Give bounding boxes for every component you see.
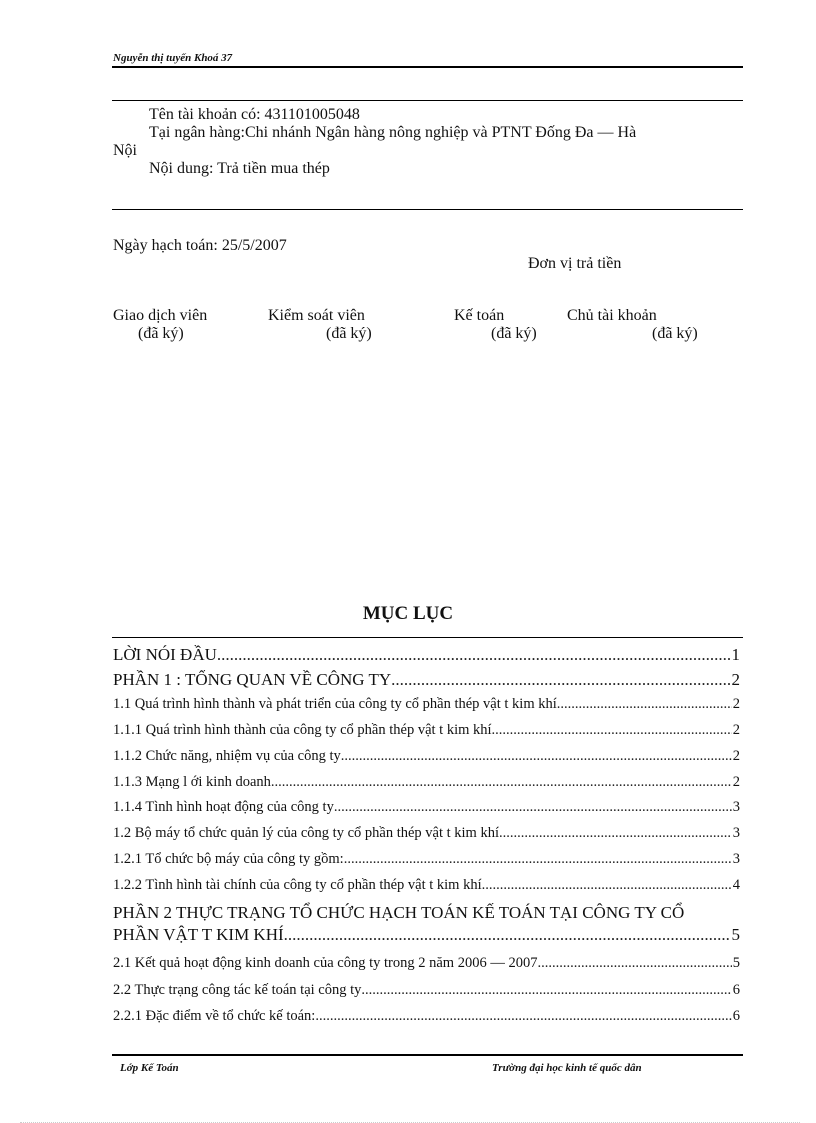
toc-leader [284, 925, 731, 945]
toc-entry-page: 4 [732, 877, 740, 893]
toc-entry-text: 1.1.2 Chức năng, nhiệm vụ của công ty [113, 748, 341, 764]
toc-entry[interactable] [113, 799, 740, 816]
toc-entry-page: 6 [732, 1008, 740, 1024]
toc-leader [344, 851, 732, 868]
signature-status-controller: (đã ký) [326, 325, 372, 342]
toc-divider [112, 637, 743, 638]
toc-title: MỤC LỤC [362, 603, 454, 624]
content-line: Nội dung: Trả tiền mua thép [149, 160, 330, 177]
toc-leader [482, 877, 732, 894]
bank-line: Tại ngân hàng:Chi nhánh Ngân hàng nông nghiệp và PTNT Đống Đa — Hà [149, 124, 637, 141]
toc-leader [217, 645, 731, 665]
toc-entry[interactable] [113, 955, 740, 972]
toc-entry[interactable] [113, 774, 740, 791]
payer-unit: Đơn vị trả tiền [528, 255, 622, 272]
toc-entry[interactable] [113, 670, 740, 690]
toc-leader [557, 696, 732, 713]
toc-entry[interactable] [113, 748, 740, 765]
toc-entry-text: 1.1 Quá trình hình thành và phát triển của công ty cổ phần thép vật t kim khí [113, 696, 557, 712]
signature-status-accountant: (đã ký) [491, 325, 537, 342]
signature-role-accountant: Kế toán [454, 307, 505, 324]
toc-entry[interactable] [113, 877, 740, 894]
toc-entry-page: 1 [731, 645, 740, 664]
posting-date: Ngày hạch toán: 25/5/2007 [113, 237, 287, 254]
middle-divider [112, 209, 743, 210]
header-author: Nguyễn thị tuyến Khoá 37 [113, 52, 233, 64]
toc-entry-page: 3 [732, 799, 740, 815]
toc-entry-text: 2.2.1 Đặc điểm về tổ chức kế toán: [113, 1008, 316, 1024]
toc-entry-text: 2.2 Thực trạng công tác kế toán tại công ty [113, 982, 362, 998]
toc-leader [537, 955, 731, 972]
top-divider [112, 100, 743, 101]
toc-entry[interactable] [113, 645, 740, 665]
bank-line-continued: Nội [113, 142, 137, 159]
toc-entry-text: 2.1 Kết quả hoạt động kinh doanh của công ty trong 2 năm 2006 — 2007 [113, 955, 538, 971]
toc-entry[interactable] [113, 696, 740, 713]
toc-entry-heading-line1[interactable]: PHẦN 2 THỰC TRẠNG TỔ CHỨC HẠCH TOÁN KẾ TOÁN TẠI CÔNG TY CỔ [113, 903, 685, 922]
toc-entry[interactable] [113, 825, 740, 842]
toc-leader [341, 748, 732, 765]
toc-entry-text: 1.2.2 Tình hình tài chính của công ty cổ phần thép vật t kim khí [113, 877, 482, 893]
header-rule [112, 66, 743, 68]
toc-entry-text: PHẦN VẬT T KIM KHÍ [113, 925, 284, 944]
toc-entry-text: PHẦN 1 : TỔNG QUAN VỀ CÔNG TY [113, 670, 392, 689]
toc-entry-page: 2 [732, 696, 740, 712]
footer-right: Trường đại học kinh tế quốc dân [492, 1062, 642, 1074]
toc-entry-text: 1.1.3 Mạng l ới kinh doanh [113, 774, 271, 790]
toc-entry[interactable] [113, 722, 740, 739]
signature-role-teller: Giao dịch viên [113, 307, 208, 324]
toc-entry-page: 5 [731, 925, 740, 944]
toc-leader [492, 722, 732, 739]
signature-role-controller: Kiểm soát viên [268, 307, 365, 324]
toc-entry-text: 1.2 Bộ máy tổ chức quản lý của công ty cổ phần thép vật t kim khí [113, 825, 499, 841]
footer-rule [112, 1054, 743, 1056]
signature-role-account-owner: Chủ tài khoản [567, 307, 657, 324]
toc-entry-text: LỜI NÓI ĐẦU [113, 645, 217, 664]
footer-left: Lớp Kế Toán [120, 1062, 179, 1074]
toc-entry[interactable] [113, 1008, 740, 1025]
signature-status-account-owner: (đã ký) [652, 325, 698, 342]
toc-entry-text: 1.1.4 Tình hình hoạt động của công ty [113, 799, 334, 815]
toc-entry-page: 2 [732, 774, 740, 790]
toc-leader [334, 799, 732, 816]
toc-entry-page: 5 [732, 955, 740, 971]
toc-leader [315, 1008, 731, 1025]
toc-entry-page: 2 [732, 722, 740, 738]
toc-leader [499, 825, 732, 842]
toc-entry-text: 1.1.1 Quá trình hình thành của công ty cổ phần thép vật t kim khí [113, 722, 492, 738]
signature-status-teller: (đã ký) [138, 325, 184, 342]
toc-leader [271, 774, 732, 791]
toc-leader [361, 982, 731, 999]
toc-entry-page: 2 [731, 670, 740, 689]
account-line: Tên tài khoản có: 431101005048 [149, 106, 360, 123]
toc-entry-page: 3 [732, 825, 740, 841]
toc-entry[interactable] [113, 925, 740, 945]
toc-entry-page: 2 [732, 748, 740, 764]
toc-entry-text: 1.2.1 Tổ chức bộ máy của công ty gồm: [113, 851, 344, 867]
toc-leader [391, 670, 730, 690]
toc-entry-page: 3 [732, 851, 740, 867]
toc-entry[interactable] [113, 851, 740, 868]
toc-entry[interactable] [113, 982, 740, 999]
toc-entry-page: 6 [732, 982, 740, 998]
